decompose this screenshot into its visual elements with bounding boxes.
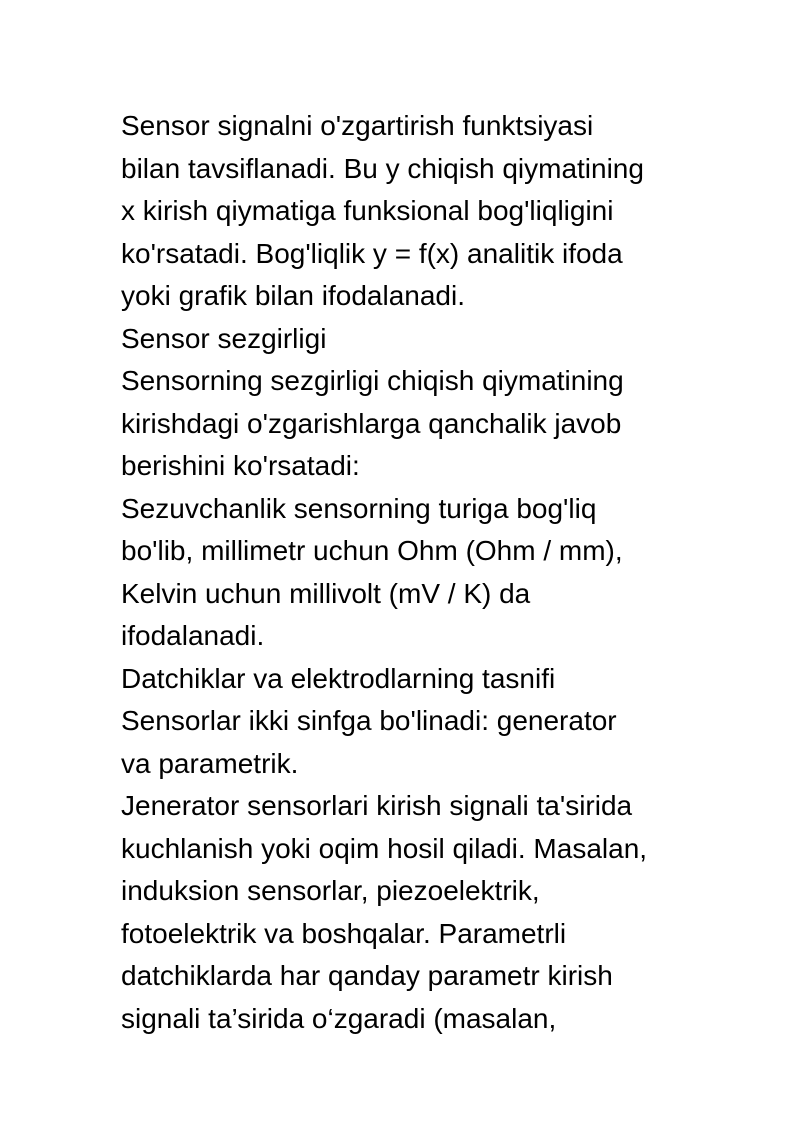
- section-heading: Datchiklar va elektrodlarning tasnifi: [121, 662, 556, 694]
- text-line: fotoelektrik va boshqalar. Parametrli: [121, 917, 567, 949]
- text-line: ko'rsatadi. Bog'liqlik y = f(x) analitik ifoda: [121, 237, 623, 269]
- text-line: Sensor signalni o'zgartirish funktsiyasi: [121, 110, 594, 141]
- text-line: yoki grafik bilan ifodalanadi.: [121, 280, 465, 311]
- text-line: berishini ko'rsatadi:: [121, 450, 360, 481]
- text-line: kuchlanish yoki oqim hosil qiladi. Masalan,: [121, 832, 648, 864]
- text-line: Sezuvchanlik sensorning turiga bog'liq: [121, 492, 597, 524]
- text-line: va parametrik.: [121, 747, 299, 779]
- text-line: Jenerator sensorlari kirish signali ta'sirida: [121, 790, 633, 821]
- text-line: Sensorning sezgirligi chiqish qiymatining: [121, 365, 624, 396]
- text-line: Sensorlar ikki sinfga bo'linadi: generator: [121, 705, 617, 736]
- text-line: x kirish qiymatiga funksional bog'liqligini: [121, 195, 614, 226]
- text-line: ifodalanadi.: [121, 620, 265, 651]
- text-line: Kelvin uchun millivolt (mV / K) da: [121, 577, 531, 609]
- text-line: datchiklarda har qanday parametr kirish: [121, 960, 613, 991]
- text-line: signali ta’sirida o‘zgaradi (masalan,: [121, 1002, 557, 1034]
- text-line: kirishdagi o'zgarishlarga qanchalik javob: [121, 407, 622, 439]
- text-line: bilan tavsiflanadi. Bu y chiqish qiymatining: [121, 152, 644, 184]
- text-line: induksion sensorlar, piezoelektrik,: [121, 875, 540, 906]
- section-heading: Sensor sezgirligi: [121, 322, 327, 354]
- document-body-text: [121, 105, 701, 1040]
- text-line: bo'lib, millimetr uchun Ohm (Ohm / mm),: [121, 535, 623, 566]
